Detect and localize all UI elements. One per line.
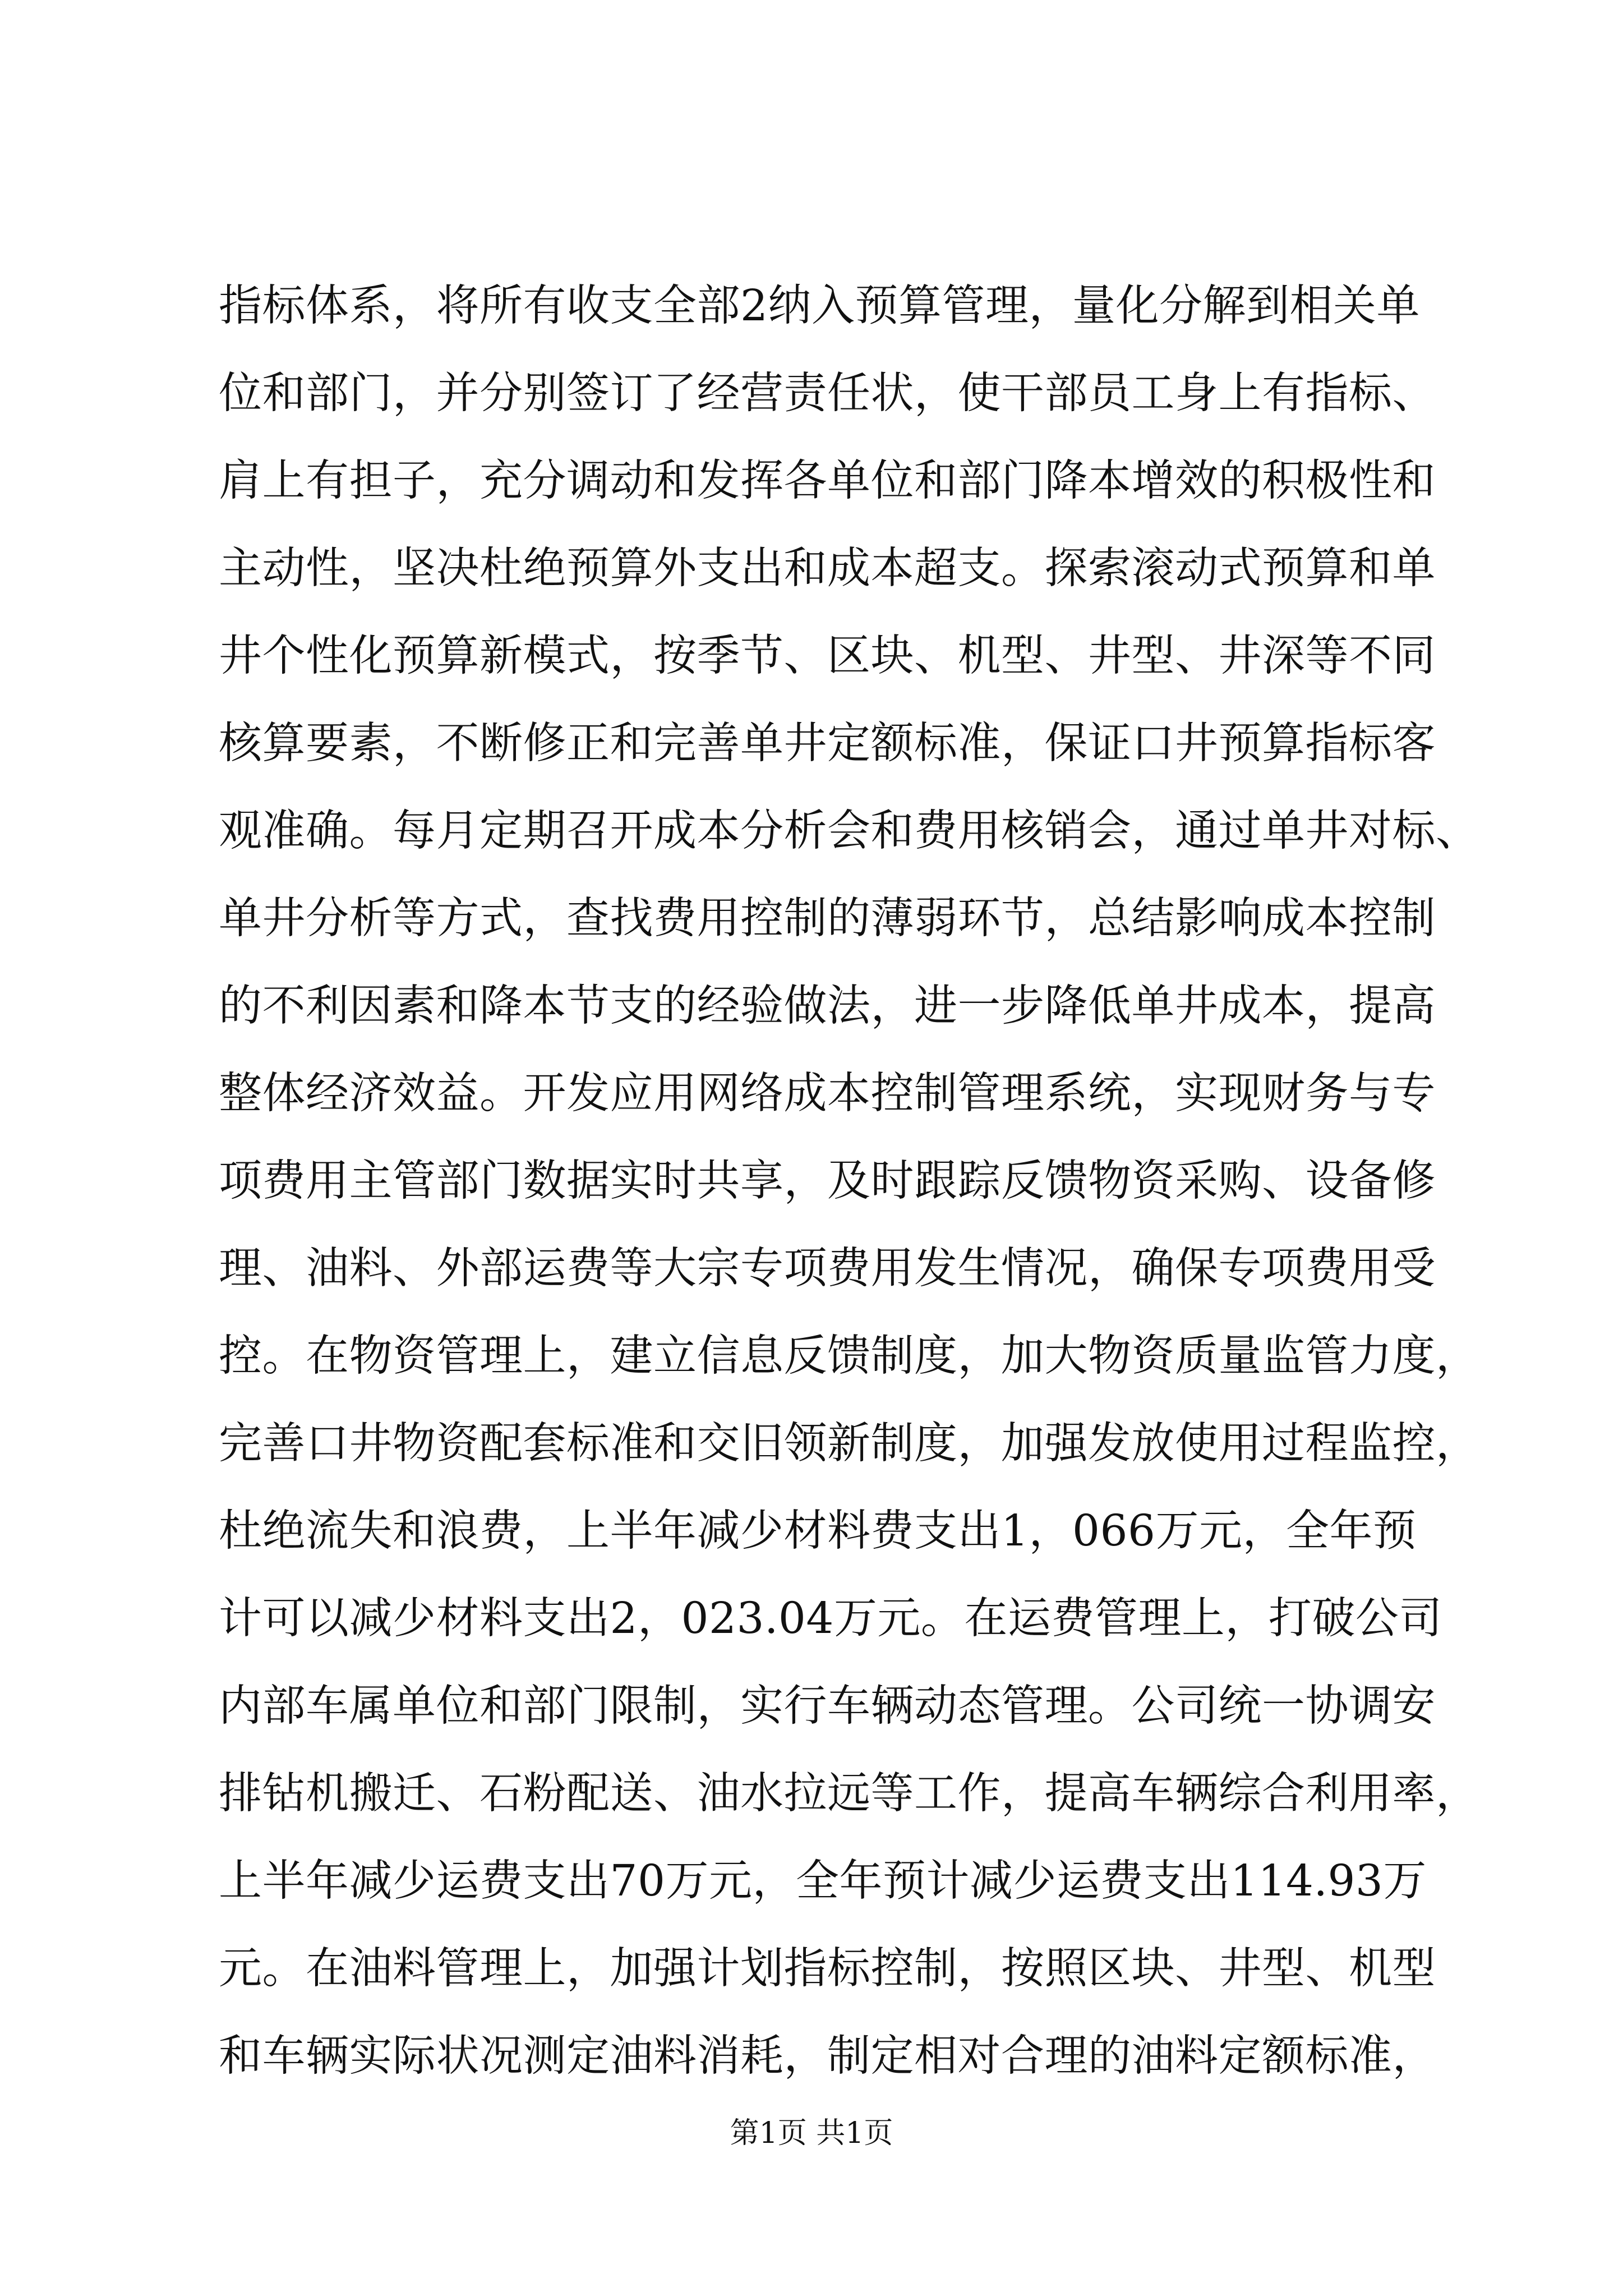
text-line: 和车辆实际状况测定油料消耗，制定相对合理的油料定额标准， xyxy=(219,2031,1436,2081)
text-line: 杜绝流失和浪费，上半年减少材料费支出1，066万元，全年预 xyxy=(219,1506,1417,1556)
text-line: 排钻机搬迁、石粉配送、油水拉远等工作，提高车辆综合利用率， xyxy=(219,1769,1479,1819)
text-line: 核算要素，不断修正和完善单井定额标准，保证口井预算指标客 xyxy=(219,719,1436,769)
text-line: 理、油料、外部运费等大宗专项费用发生情况，确保专项费用受 xyxy=(219,1244,1436,1294)
text-line: 元。在油料管理上，加强计划指标控制，按照区块、井型、机型 xyxy=(219,1944,1436,1994)
text-line: 内部车属单位和部门限制，实行车辆动态管理。公司统一协调安 xyxy=(219,1681,1436,1731)
text-line: 整体经济效益。开发应用网络成本控制管理系统，实现财务与专 xyxy=(219,1069,1436,1119)
text-line: 肩上有担子，充分调动和发挥各单位和部门降本增效的积极性和 xyxy=(219,456,1436,506)
page-footer xyxy=(0,2109,1623,2151)
text-line: 完善口井物资配套标准和交旧领新制度，加强发放使用过程监控， xyxy=(219,1419,1479,1469)
text-line: 指标体系，将所有收支全部2纳入预算管理，量化分解到相关单 xyxy=(219,281,1420,331)
text-line: 上半年减少运费支出70万元，全年预计减少运费支出114.93万 xyxy=(219,1856,1427,1906)
text-line: 主动性，坚决杜绝预算外支出和成本超支。探索滚动式预算和单 xyxy=(219,544,1436,593)
text-line: 计可以减少材料支出2，023.04万元。在运费管理上，打破公司 xyxy=(219,1594,1442,1644)
body-text xyxy=(219,263,1479,2100)
page-number-label: 第1页 共1页 xyxy=(730,2116,893,2150)
text-line: 的不利因素和降本节支的经验做法，进一步降低单井成本，提高 xyxy=(219,981,1436,1031)
text-line: 位和部门，并分别签订了经营责任状，使干部员工身上有指标、 xyxy=(219,369,1436,418)
text-line: 项费用主管部门数据实时共享，及时跟踪反馈物资采购、设备修 xyxy=(219,1156,1436,1206)
text-line: 单井分析等方式，查找费用控制的薄弱环节，总结影响成本控制 xyxy=(219,894,1436,944)
text-line: 井个性化预算新模式，按季节、区块、机型、井型、井深等不同 xyxy=(219,631,1436,681)
text-line: 观准确。每月定期召开成本分析会和费用核销会，通过单井对标、 xyxy=(219,806,1479,856)
text-line: 控。在物资管理上，建立信息反馈制度，加大物资质量监管力度， xyxy=(219,1331,1479,1381)
